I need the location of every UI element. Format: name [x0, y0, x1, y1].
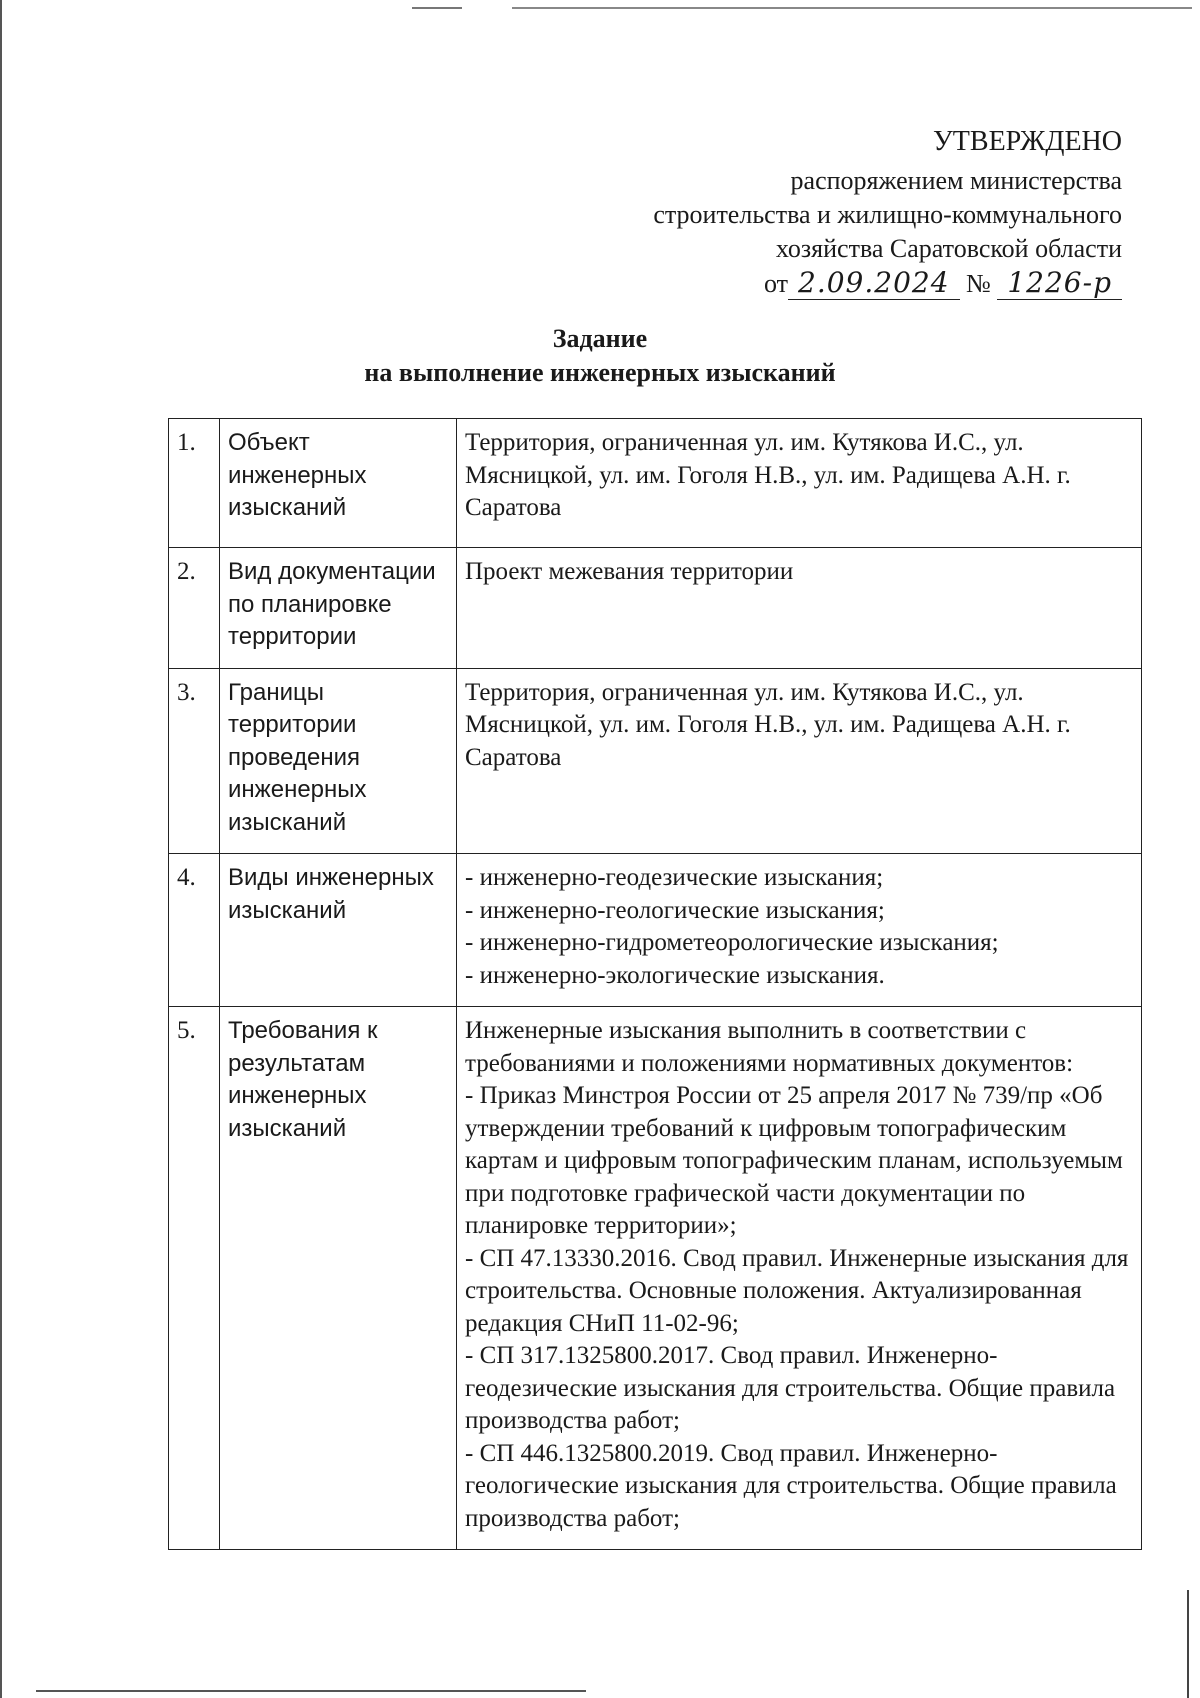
row-label: Границы территории проведения инженерных изысканий: [220, 668, 457, 854]
table-row: [169, 1007, 1142, 1550]
list-item: - СП 446.1325800.2019. Свод правил. Инженерно-геологические изыскания для строительства. Общие правила производства работ;: [465, 1439, 1117, 1532]
scan-edge-bottom: [36, 1690, 586, 1692]
list-item: - инженерно-геологические изыскания;: [465, 896, 885, 924]
row-content: [457, 854, 1142, 1007]
approval-date-line: [653, 266, 1122, 301]
scan-edge-top: [412, 7, 462, 9]
list-item: Инженерные изыскания выполнить в соответствии с требованиями и положениями нормативных документов:: [465, 1017, 1074, 1077]
row-content: Территория, ограниченная ул. им. Кутякова И.С., ул. Мясницкой, ул. им. Гоголя Н.В., ул. им. Радищева А.Н. г. Саратова: [457, 419, 1142, 548]
title-subline: на выполнение инженерных изысканий: [364, 358, 836, 387]
list-item: - инженерно-геодезические изыскания;: [465, 864, 884, 891]
row-number: 3.: [169, 668, 220, 854]
row-number: 4.: [169, 854, 220, 1007]
row-label: Требования к результатам инженерных изысканий: [220, 1007, 457, 1550]
row-label: Вид документации по планировке территории: [220, 548, 457, 669]
table-row: [169, 548, 1142, 669]
scan-edge-left: [0, 0, 2, 1698]
list-item: - инженерно-гидрометеорологические изыскания;: [465, 929, 999, 956]
scan-edge-right: [1187, 1590, 1189, 1698]
approval-line: хозяйства Саратовской области: [775, 234, 1122, 263]
row-label: Объект инженерных изысканий: [220, 419, 457, 548]
row-content: Территория, ограниченная ул. им. Кутякова И.С., ул. Мясницкой, ул. им. Гоголя Н.В., ул. им. Радищева А.Н. г. Саратова: [457, 668, 1142, 854]
list-item: - СП 317.1325800.2017. Свод правил. Инженерно-геодезические изыскания для строительства. Общие правила производства работ;: [465, 1342, 1116, 1434]
list-item: - инженерно-экологические изыскания.: [465, 961, 885, 989]
handwritten-date: 2.09.2024: [788, 266, 960, 300]
title-line: Задание: [552, 324, 648, 353]
table-row: [169, 419, 1142, 548]
list-item: - Приказ Минстроя России от 25 апреля 2017 № 739/пр «Об утверждении требований к цифровым топографическим картам и цифровым топографическим планам, используемым при подготовке графической части документации по планировке территории»;: [465, 1082, 1123, 1239]
approval-heading: УТВЕРЖДЕНО: [932, 126, 1122, 157]
handwritten-number: 1226-р: [997, 266, 1122, 300]
table-row: [169, 668, 1142, 854]
table-row: [169, 854, 1142, 1007]
task-table: [168, 418, 1142, 1550]
document-title: [0, 322, 1200, 390]
scan-edge-top: [512, 7, 1192, 9]
approval-line: распоряжением министерства: [790, 166, 1122, 195]
row-label: Виды инженерных изысканий: [220, 854, 457, 1007]
date-prefix: от: [763, 269, 789, 298]
row-number: 2.: [169, 548, 220, 669]
list-item: - СП 47.13330.2016. Свод правил. Инженерные изыскания для строительства. Основные положения. Актуализированная редакция СНиП 11-02-96;: [465, 1244, 1129, 1337]
approval-block: [653, 122, 1122, 301]
row-number: 1.: [169, 419, 220, 548]
row-number: 5.: [169, 1007, 220, 1550]
approval-line: строительства и жилищно-коммунального: [653, 200, 1122, 229]
row-content: Проект межевания территории: [457, 548, 1142, 669]
number-sign: №: [966, 269, 991, 298]
row-content: [457, 1007, 1142, 1550]
